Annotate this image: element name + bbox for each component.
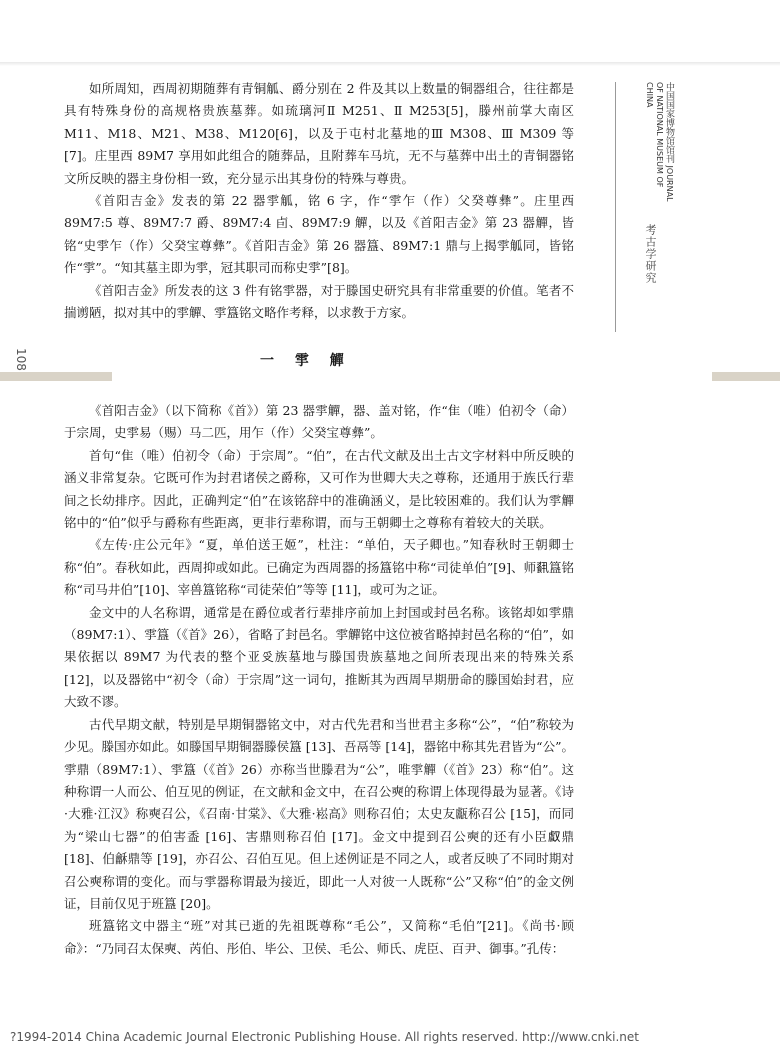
paragraph: 《首阳吉金》（以下简称《首》）第 23 器𩁹觶，器、盖对铭，作“隹（唯）伯初令（命）于宗周，史𩁹易（赐）马二匹，用乍（作）父癸宝尊彝”。 — [64, 403, 574, 441]
body-text-top — [64, 78, 574, 324]
journal-title-en: JOURNAL OF NATIONAL MUSEUM OF CHINA — [645, 82, 674, 202]
paragraph: 金文中的人名称谓，通常是在爵位或者行辈排序前加上封国或封邑名称。该铭却如𩁹鼎（89M7:1）、𩁹簋（《首》26），省略了封邑名。𩁹觶铭中这位被省略掉封邑名称的“伯”，如果依据以 89M7 为代表的整个亚𠬪族墓地与滕国贵族墓地之间所表现出来的特殊关系 [12]，以及器铭中“初令（命）于宗周”这一词句，推断其为西周早期册命的滕国始封君，应大致不谬。 — [64, 604, 574, 710]
body-text-bottom — [64, 400, 574, 960]
journal-title — [628, 82, 674, 202]
paragraph: 班簋铭文中器主“班”对其已逝的先祖既尊称“毛公”，又简称“毛伯”[21]。《尚书·顾命》：“乃同召太保奭、芮伯、彤伯、毕公、卫侯、毛公、师氏、虎臣、百尹、御事。”孔传： — [64, 918, 574, 956]
paragraph: 《左传·庄公元年》“夏，单伯送王姬”，杜注：“单伯，天子卿也。”知春秋时王朝卿士称“伯”。春秋如此，西周抑或如此。已确定为西周器的扬簋铭中称“司徒单伯”[9]、师𩛥簋铭称“司马井伯”[10]、宰兽簋铭称“司徒荣伯”等等 [11]，或可为之证。 — [64, 537, 574, 598]
copyright-footer: ?1994-2014 China Academic Journal Electronic Publishing House. All rights reserved. http://www.cnki.net — [10, 1030, 639, 1044]
paragraph: 《首阳吉金》发表的第 22 器𩁹觚，铭 6 字，作“𩁹乍（作）父癸尊彝”。庄里西 89M7:5 尊、89M7:7 爵、89M7:4 卣、89M7:9 觶，以及《首阳吉金》第 23 器觶，皆铭“史𩁹乍（作）父癸宝尊彝”。《首阳吉金》第 26 器簋、89M7:1 鼎与上揭𩁹觚同，皆铭作“𩁹”。“知其墓主即为𩁹，冠其职司而称史𩁹”[8]。 — [64, 193, 574, 276]
side-divider — [615, 82, 616, 332]
section-heading: 一 𩁹 觶 — [260, 353, 352, 369]
section-rule-left — [0, 372, 112, 381]
paragraph: 如所周知，西周初期随葬有青铜觚、爵分别在 2 件及其以上数量的铜器组合，往往都是具有特殊身份的高规格贵族墓葬。如琉璃河Ⅱ M251、Ⅱ M253[5]，滕州前掌大南区 M11、M18、M21、M38、M120[6]，以及于屯村北墓地的Ⅲ M308、Ⅲ M309 等 [7]。庄里西 89M7 享用如此组合的随葬品，且附葬车马坑，无不与墓葬中出土的青铜器铭文所反映的器主身份相一致，充分显示出其身份的特殊与尊贵。 — [64, 81, 574, 186]
page-number: 108 — [14, 348, 28, 371]
paragraph: 古代早期文献，特别是早期铜器铭文中，对古代先君和当世君主多称“公”，“伯”称较为少见。滕国亦如此。如滕国早期铜器滕侯簋 [13]、吾鬲等 [14]，器铭中称其先君皆为“公”。𩁹鼎（89M7:1）、𩁹簋（《首》26）亦称当世滕君为“公”，唯𩁹觶（《首》23）称“伯”。这种称谓一人而公、伯互见的例证，在文献和金文中，在召公奭的称谓上体现得最为显著。《诗·大雅·江汉》称奭召公，《召南·甘棠》、《大雅·崧高》则称召伯；太史友甗称召公 [15]，而同为“梁山七器”的伯害盉 [16]、害鼎则称召伯 [17]。金文中提到召公奭的还有小臣𠭯鼎 [18]、伯龢鼎等 [19]，亦召公、召伯互见。但上述例证是不同之人，或者反映了不同时期对召公奭称谓的变化。而与𩁹器称谓最为接近，即此一人对彼一人既称“公”又称“伯”的金文例证，目前仅见于班簋 [20]。 — [64, 716, 574, 911]
column-label: 考古学研究 — [644, 224, 657, 284]
section-rule-right — [712, 372, 780, 381]
top-margin-shadow — [0, 62, 780, 66]
paragraph: 《首阳吉金》所发表的这 3 件有铭𩁹器，对于滕国史研究具有非常重要的价值。笔者不揣谫陋，拟对其中的𩁹觶、𩁹簋铭文略作考释，以求教于方家。 — [64, 282, 574, 321]
top-margin-band — [0, 0, 780, 63]
paragraph: 首句“隹（唯）伯初令（命）于宗周”。“伯”，在古代文献及出土古文字材料中所反映的涵义非常复杂。它既可作为封君诸侯之爵称，又可作为世卿大夫之尊称，还通用于族氏行辈间之长幼排序。因此，正确判定“伯”在该铭辞中的准确涵义，是比较困难的。我们认为𩁹觶铭中的“伯”似乎与爵称有些距离，更非行辈称谓，而与王朝卿士之尊称有着较大的关联。 — [64, 447, 574, 531]
journal-title-cn: 中国国家博物馆馆刊 — [664, 82, 674, 163]
